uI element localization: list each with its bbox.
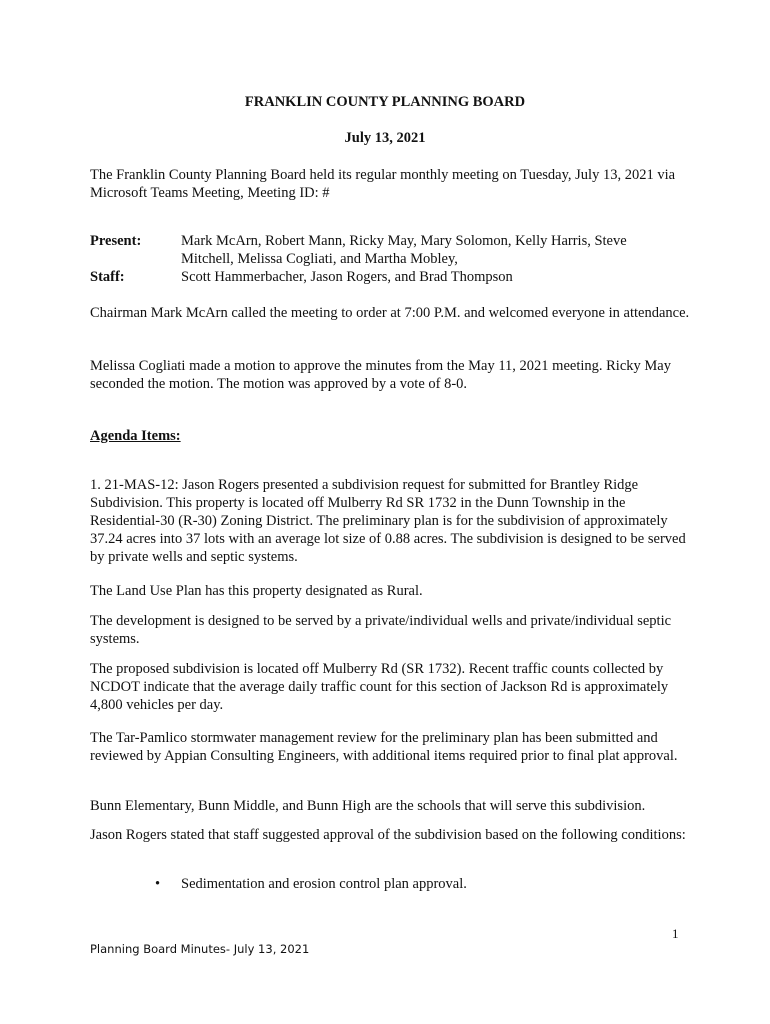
staff-recommendation-paragraph: Jason Rogers stated that staff suggested approval of the subdivision based on the following conditions: bbox=[90, 827, 686, 843]
minutes-motion-paragraph: Melissa Cogliati made a motion to approve the minutes from the May 11, 2021 meeting. Ricky May seconded the motion. The motion was approved by a vote of 8-0. bbox=[90, 358, 671, 392]
bullet-icon: • bbox=[155, 876, 161, 892]
condition-text: Sedimentation and erosion control plan approval. bbox=[181, 876, 467, 892]
utilities-paragraph: The development is designed to be served by a private/individual wells and private/individual septic systems. bbox=[90, 613, 672, 647]
staff-label: Staff: bbox=[90, 269, 125, 285]
staff-members: Scott Hammerbacher, Jason Rogers, and Brad Thompson bbox=[181, 269, 513, 285]
schools-paragraph: Bunn Elementary, Bunn Middle, and Bunn High are the schools that will serve this subdivision. bbox=[90, 798, 646, 814]
intro-paragraph: The Franklin County Planning Board held its regular monthly meeting on Tuesday, July 13, 2021 via Microsoft Teams Meeting, Meeting ID: # bbox=[90, 167, 676, 201]
document-title: FRANKLIN COUNTY PLANNING BOARD bbox=[244, 94, 526, 110]
meeting-date: July 13, 2021 bbox=[344, 130, 426, 146]
agenda-item-paragraph: 1. 21-MAS-12: Jason Rogers presented a subdivision request for submitted for Brantley Ridge Subdivision. This property is located off Mulberry Rd SR 1732 in the Dunn Township in the Residential-30 (R-30) Zoning District. The preliminary plan is for the subdivision of approximately 37.24 acres into 37 lots with an average lot size of 0.88 acres. The subdivision is designed to be served by private wells and septic systems. bbox=[90, 477, 686, 565]
page-footer: Planning Board Minutes- July 13, 2021 bbox=[90, 942, 310, 956]
land-use-paragraph: The Land Use Plan has this property designated as Rural. bbox=[90, 583, 423, 599]
page-number: 1 bbox=[672, 926, 679, 941]
present-label: Present: bbox=[90, 233, 142, 249]
present-members: Mark McArn, Robert Mann, Ricky May, Mary Solomon, Kelly Harris, Steve Mitchell, Melissa Cogliati, and Martha Mobley, bbox=[181, 233, 627, 267]
stormwater-paragraph: The Tar-Pamlico stormwater management review for the preliminary plan has been submitted and reviewed by Appian Consulting Engineers, with additional items required prior to final plat approval. bbox=[90, 730, 678, 764]
call-to-order-paragraph: Chairman Mark McArn called the meeting to order at 7:00 P.M. and welcomed everyone in attendance. bbox=[90, 305, 690, 321]
agenda-heading: Agenda Items: bbox=[90, 428, 181, 444]
traffic-paragraph: The proposed subdivision is located off Mulberry Rd (SR 1732). Recent traffic counts collected by NCDOT indicate that the average daily traffic count for this section of Jackson Rd is approximately 4,800 vehicles per day. bbox=[90, 661, 669, 713]
